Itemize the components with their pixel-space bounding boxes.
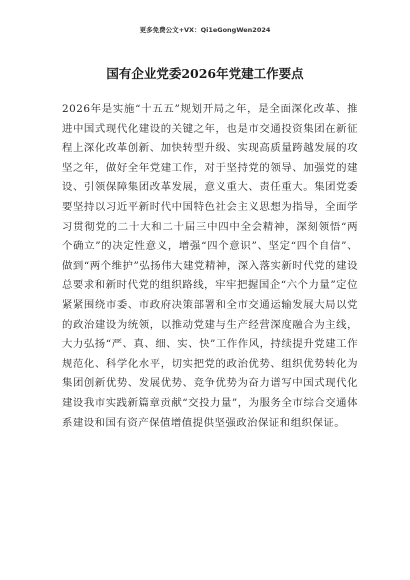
body-paragraph: 2026年是实施“十五五”规划开局之年，是全面深化改革、推进中国式现代化建设的关键之年，也是市交通投资集团在新征程上深化改革创新、加快转型升级、实现高质量跨越发展的攻坚之年，做好全年党建工作，对于坚持党的领导、加强党的建设、引领保障集团改革发展，意义重大、责任重大。集团党委要坚持以习近平新时代中国特色社会主义思想为指导，全面学习贯彻党的二十大和二十届三中四中全会精神，深刻领悟“两个确立”的决定性意义，增强“四个意识”、坚定“四个自信”、做到“两个维护”弘扬伟大建党精神，深入落实新时代党的建设总要求和新时代党的组织路线，牢牢把握国企“六个力量”定位紧紧围绕市委、市政府决策部署和全市交通运输发展大局以党的政治建设为统领，以推动党建与生产经营深度融合为主线，大力弘扬“严、真、细、实、快”工作作风，持续提升党建工作规范化、科学化水平，切实把党的政治优势、组织优势转化为集团创新优势、发展优势、竞争优势为奋力谱写中国式现代化建设我市实践新篇章贡献“交投力量”，为服务全市综合交通体系建设和国有资产保值增值提供坚强政治保证和组织保证。 [62, 103, 358, 429]
header-note: 更多免费公文+VX：Qi1eGongWen2024 [139, 26, 271, 34]
document-title: 国有企业党委2026年党建工作要点 [106, 66, 304, 81]
